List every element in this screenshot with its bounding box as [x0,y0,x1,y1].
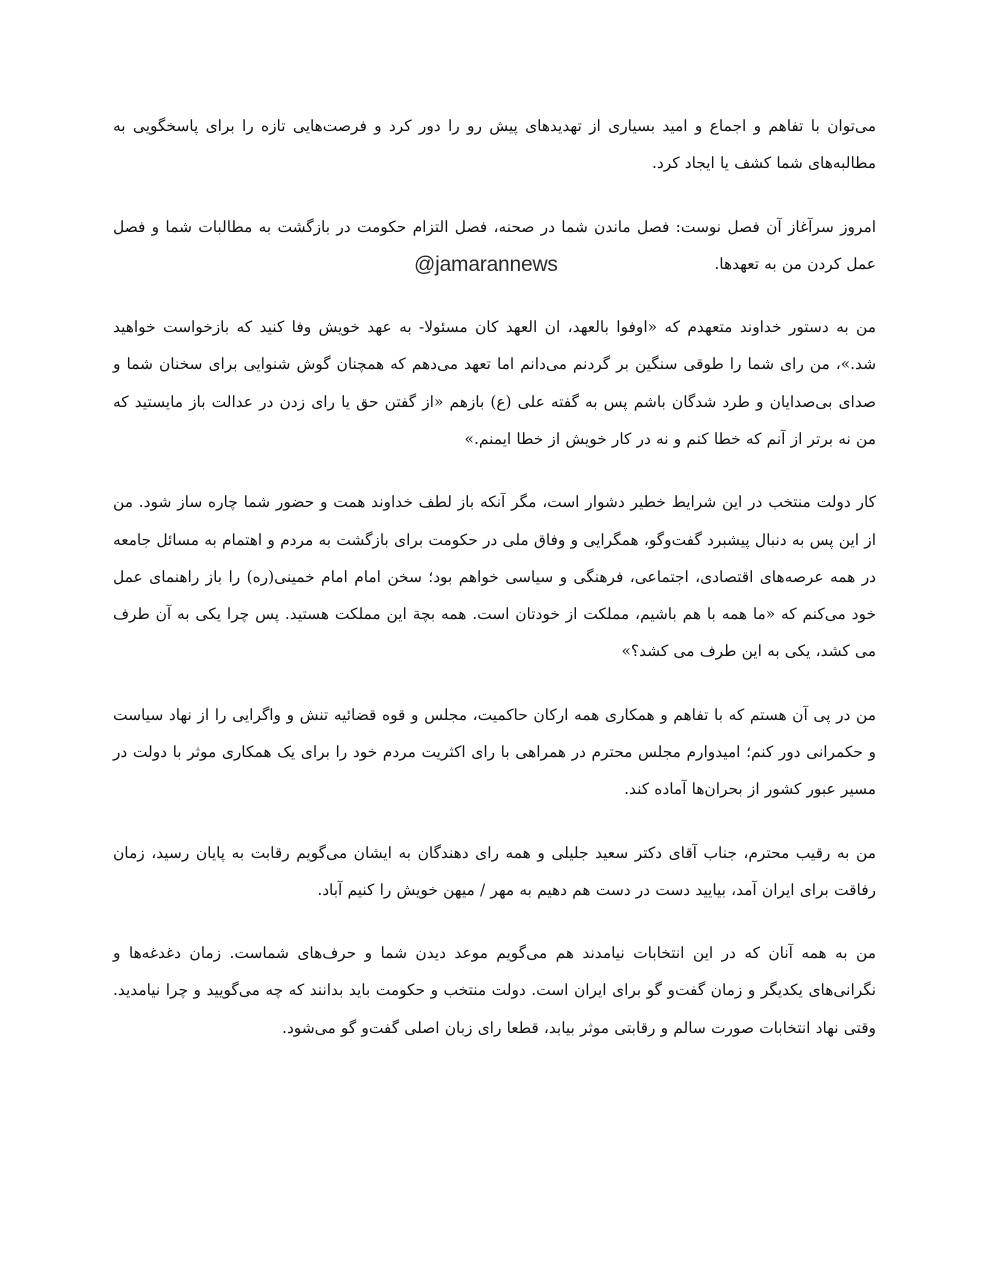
paragraph-7: من به همه آنان که در این انتخابات نیامدند هم می‌گویم موعد دیدن شما و حرف‌های شماست. زمان دغدغه‌ها و نگرانی‌های یکدیگر و زمان گفت‌و گو برای ایران است. دولت منتخب و حکومت باید بدانند که چه می‌گویید و چرا نیامدید. وقتی نهاد انتخابات صورت سالم و رقابتی موثر بیابد، قطعا رای زبان اصلی گفت‌و گو می‌شود. [113,944,876,1037]
document-text-body [113,108,876,1047]
paragraph-3: من به دستور خداوند متعهدم که «اوفوا بالعهد، ان العهد کان مسئولا- به عهد خویش وفا کنید که بازخواست خواهید شد.»، من رای شما را طوقی سنگین بر گردنم می‌دانم اما تعهد می‌دهم که همچنان گوش شنوایی برای سخنان شما و صدای بی‌صدایان و طرد شدگان باشم پس به گفته علی (ع) بازهم «از گفتن حق یا رای زدن در عدالت باز مایستید که من نه برتر از آنم که خطا کنم و نه در کار خویش از خطا ایمنم.» [113,318,876,448]
jamarannews-watermark: @jamarannews [407,250,565,280]
paragraph-5: من در پی آن هستم که با تفاهم و همکاری همه ارکان حاکمیت، مجلس و قوه قضائیه تنش و واگرایی را از نهاد سیاست و حکمرانی دور کنم؛ امیدوارم مجلس محترم در همراهی با رای اکثریت مردم خود را برای یک همکاری موثر با دولت در مسیر عبور کشور از بحران‌ها آماده کند. [113,705,876,799]
paragraph-4: کار دولت منتخب در این شرایط خطیر دشوار است، مگر آنکه باز لطف خداوند همت و حضور شما چاره ساز شود. من از این پس به دنبال پیشبرد گفت‌و‌گو، همگرایی و وفاق ملی در حکومت برای بازگشت به مردم و اهتمام به مسائل جامعه در همه عرصه‌های اقتصادی، اجتماعی، فرهنگی و سیاسی خواهم بود؛ سخن امام امام خمینی(ره) را باز راهنمای عمل خود می‌کنم که «ما همه با هم باشیم، مملکت از خودتان است. همه بچة این مملکت هستید. پس چرا یکی به آن طرف می کشد، یکی به این طرف می کشد؟» [113,493,876,661]
paragraph-6: من به رقیب محترم، جناب آقای دکتر سعید جلیلی و همه رای دهندگان به ایشان می‌گویم رقابت به پایان رسید، زمان رفاقت برای ایران آمد، بیایید دست در دست هم دهیم به مهر / میهن خویش را کنیم آباد. [113,843,876,899]
paragraph-2: امروز سرآغاز آن فصل نوست: فصل ماندن شما در صحنه، فصل التزام حکومت در بازگشت به مطالبات شما و فصل عمل کردن من به تعهدها. [113,217,876,273]
paragraph-1: می‌توان با تفاهم و اجماع و امید بسیاری از تهدیدهای پیش رو را دور کرد و فرصت‌هایی تازه را برای پاسخگویی به مطالبه‌های شما کشف یا ایجاد کرد. [113,117,876,173]
